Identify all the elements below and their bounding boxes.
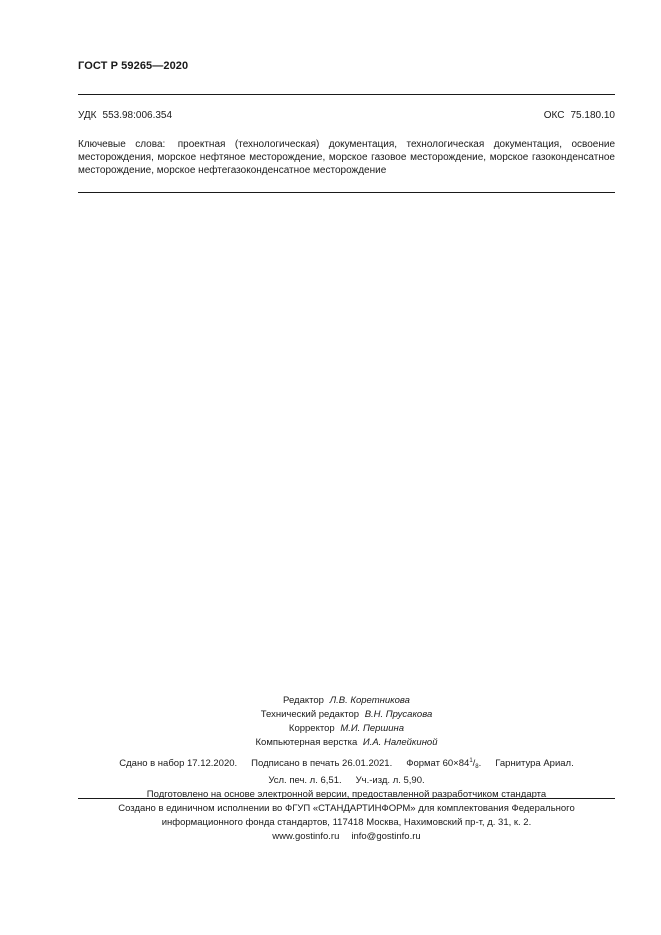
corrector-line [78, 722, 615, 736]
oks-value: 75.180.10 [570, 110, 615, 121]
keywords-paragraph [78, 138, 615, 177]
standard-code: ГОСТ Р 59265—2020 [78, 60, 189, 72]
tech-editor-label: Технический редактор [260, 709, 360, 720]
layout-name: И.А. Налейкиной [362, 737, 438, 748]
publisher-line-2: информационного фонда стандартов, 117418 Москва, Нахимовский пр-т, д. 31, к. 2. [161, 817, 532, 828]
credits-block [78, 694, 615, 750]
oks-label: ОКС [543, 110, 565, 121]
keywords-rule [78, 192, 615, 193]
publisher-line-1: Создано в единичном исполнении во ФГУП «СТАНДАРТИНФОРМ» для комплектования Федерального [118, 803, 575, 814]
oks-code [544, 110, 615, 121]
publisher-block [78, 802, 615, 844]
corrector-label: Корректор [288, 723, 335, 734]
email-link[interactable]: info@gostinfo.ru [351, 831, 421, 842]
layout-line [78, 736, 615, 750]
printing-line-1 [78, 754, 615, 774]
editor-label: Редактор [283, 695, 324, 706]
editor-name: Л.В. Коретникова [329, 695, 410, 706]
signed-date: Подписано в печать 26.01.2021. [251, 758, 393, 769]
udk-label: УДК [78, 110, 97, 121]
keywords-text: проектная (технологическая) документация, технологическая документация, освоение месторождения, морское нефтяное месторождение, морское газовое месторождение, морское газоконденсатное месторождение, морское нефтегазоконденсатное месторождение [78, 139, 616, 176]
header-rule [78, 94, 615, 95]
typeface: Гарнитура Ариал. [495, 758, 574, 769]
submitted-date: Сдано в набор 17.12.2020. [119, 758, 238, 769]
corrector-name: М.И. Першина [340, 723, 405, 734]
layout-label: Компьютерная верстка [255, 737, 358, 748]
keywords-label: Ключевые слова: [78, 139, 166, 150]
publisher-rule [78, 798, 615, 799]
prepared-note: Подготовлено на основе электронной версии, предоставленной разработчиком стандарта [146, 789, 547, 800]
udk-code [78, 110, 172, 121]
udk-value: 553.98:006.354 [102, 110, 173, 121]
website-link[interactable]: www.gostinfo.ru [272, 831, 340, 842]
tech-editor-line [78, 708, 615, 722]
printing-line-2 [78, 774, 615, 788]
classification-row [78, 110, 615, 121]
print-sheets: Усл. печ. л. 6,51. [268, 775, 342, 786]
printing-block [78, 754, 615, 802]
publishing-sheets: Уч.-изд. л. 5,90. [355, 775, 425, 786]
tech-editor-name: В.Н. Прусакова [364, 709, 433, 720]
editor-line [78, 694, 615, 708]
publisher-contacts [78, 830, 615, 844]
paper-format: Формат $60\times 84^1/_8$. [406, 758, 482, 770]
